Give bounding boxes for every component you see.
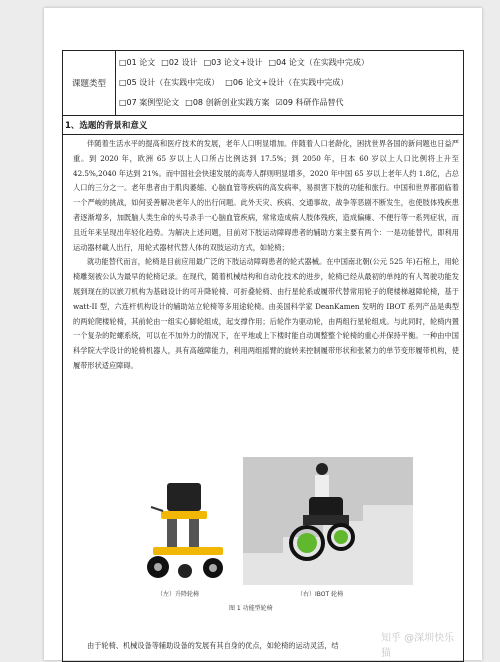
figure-1 [133,457,413,612]
watermark: 知乎 @深圳快乐猫 [381,633,455,659]
paragraph-3-start: 由于轮椅、机械设备等辅助设备的发展有其自身的优点，如轮椅的运动灵活，结 [87,641,339,650]
topic-type-options [119,52,461,112]
paragraph-2: 就功能替代而言，轮椅是目前应用最广泛的下肢运动障碍患者的轮式器械。在中国南北朝(公元 525 年)石棺上，用轮椅雕刻被公认为最早的轮椅记录。在现代，随着机械结构和自动化技术的进步，轮椅已经从最初的单纯的有人驾驶功能发展到现在的以嵌刀机构为基础设计的可升降轮椅、可折叠轮椅、由行星轮系或履带代替常用轮子的爬楼梯越障轮椅，基于 watt-II 型，六连杆机构设计的辅助站立轮椅等多用途轮椅。由美国科学家 DeanKamen 发明的 IBOT 系列产品是典型的两轮爬楼轮椅，其前轮由一组实心脚轮组成，起支撑作用；后轮作为驱动轮，由两组行星轮组成。与此同时，轮椅内置一个复杂的陀螺系统，可以在不加外力的情况下，在平地或上下楼时能自动调整整个轮椅的重心并保持平衡。一种由中国科学院大学设计的轮椅机器人，具有高越障能力，利用两组摇臂的旋转来控制履带形状和张紧力的单节变形履带机构，使履带形状适应障碍。 [73,257,459,370]
document-page [44,8,482,660]
figure-caption: 图 1 功能型轮椅 [229,605,273,612]
topic-type-option[interactable]: □03 论文+设计 [203,57,263,67]
topic-type-option[interactable]: □02 设计 [161,57,198,67]
body-text [73,137,459,374]
proposal-table [62,50,464,662]
topic-type-option[interactable]: □04 论文（在实践中完成） [268,57,369,67]
topic-type-option[interactable]: □07 案例型论文 [119,97,180,107]
caption-left: （左）升降轮椅 [157,591,200,598]
topic-type-option[interactable]: □05 设计（在实践中完成） [119,77,220,87]
section-title: 1、选题的背景和意义 [63,115,463,135]
option-line [119,72,461,92]
option-line [119,92,461,112]
topic-type-label: 课题类型 [63,51,116,115]
topic-type-row [63,51,463,116]
topic-type-option[interactable]: □08 创新创业实践方案 [185,97,270,107]
topic-type-option[interactable]: □01 论文 [119,57,156,67]
topic-type-option[interactable]: □06 论文+设计（在实践中完成） [225,77,349,87]
caption-right: （右）IBOT 轮椅 [297,591,344,598]
option-line [119,52,461,72]
paragraph-1: 伴随着生活水平的提高和医疗技术的发展，老年人口明显增加。伴随着人口老龄化，困扰世界各国的新问题也日益严重。到 2020 年，欧洲 65 岁以上人口所占比例达到 17.5%；到 2050 年，日本 60 岁以上人口比例将上升至 42.5%,2040 年达到 21%。而中国社会快速发展的高寿人群则明显增多，2020 年中国 65 岁以上老年人约 1.8亿，占总人口的三分之一。老年患者由于肌肉萎缩、心脑血管等疾病的高发病率，易损害下肢的功能和旅行。中国和世界都面临着一个严峻的挑战，如何妥善解决老年人的出行问题。此外天灾、疾病、交通事故、战争等恶剧不断发生，也使肢体残疾患者逐渐增多，加既脑人类生命的头号杀手一心脑血管疾病，常常造成病人肢体残疾，造成偏瘫、不便行等一系列症状，而且近年来呈现出年轻化趋势。为解决上述问题，目前对下肢运动障碍患者的辅助方案主要有两个：一是功能替代，即利用运动器材載人出行，用轮式器材代替人体的双肢运动方式，如轮椅； [73,139,459,252]
ibot-wheelchair-image [243,457,413,585]
topic-type-option[interactable]: ☑09 科研作品替代 [275,97,344,107]
lift-wheelchair-image [133,467,243,585]
